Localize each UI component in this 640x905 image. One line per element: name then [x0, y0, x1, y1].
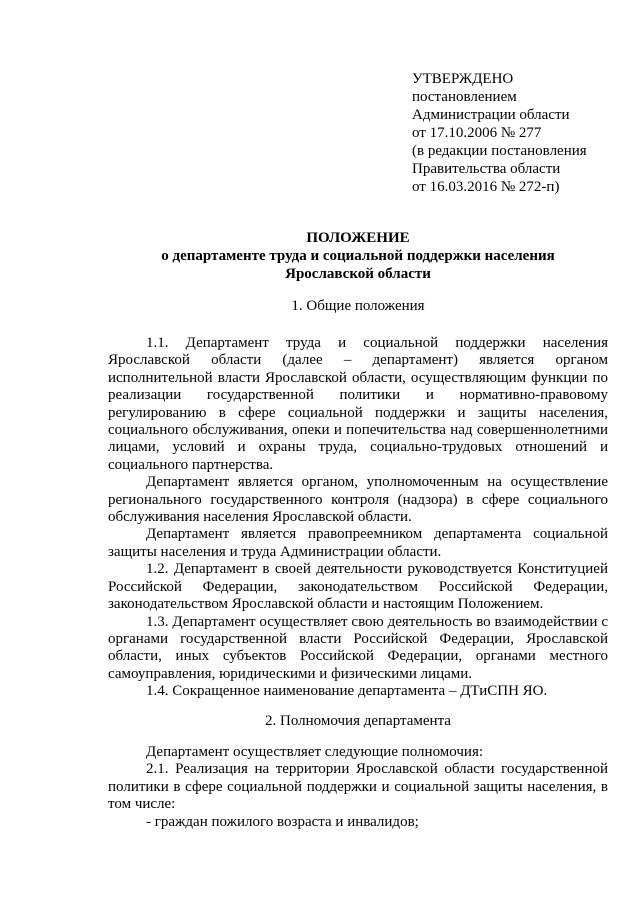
title-region: Ярославской области: [285, 266, 431, 282]
approval-line: (в редакции постановления: [412, 143, 587, 159]
approval-line: постановлением: [412, 89, 517, 105]
section-1-body: [108, 335, 608, 701]
document-title: [108, 229, 608, 283]
approval-line: УТВЕРЖДЕНО: [412, 71, 514, 87]
approval-line: Правительства области: [412, 161, 561, 177]
title-subtitle: о департаменте труда и социальной поддержки населения: [161, 248, 555, 264]
section-2-heading: 2. Полномочия департамента: [265, 713, 451, 729]
paragraph: 2.1. Реализация на территории Ярославской области государственной политики в сфере социальной поддержки и социальной защиты населения, в том числе:: [108, 761, 608, 813]
paragraph: Департамент является правопреемником департамента социальной защиты населения и труда Администрации области.: [108, 526, 608, 560]
approval-line: от 16.03.2016 № 272-п): [412, 179, 560, 195]
paragraph: Департамент осуществляет следующие полномочия:: [146, 744, 484, 760]
section-2-body: [108, 744, 608, 831]
paragraph: - граждан пожилого возраста и инвалидов;: [146, 813, 419, 830]
approval-line: от 17.10.2006 № 277: [412, 125, 542, 141]
section-1-heading: 1. Общие положения: [291, 298, 425, 314]
paragraph: Департамент является органом, уполномоченным на осуществление регионального государственного контроля (надзора) в сфере социального обслуживания населения Ярославской области.: [108, 474, 608, 526]
title-main: ПОЛОЖЕНИЕ: [306, 230, 410, 246]
paragraph: 1.4. Сокращенное наименование департамента – ДТиСПН ЯО.: [146, 683, 548, 700]
paragraph: 1.1. Департамент труда и социальной поддержки населения Ярославской области (далее – департамент) является органом исполнительной власти Ярославской области, осуществляющим функции по реализации государственной политики и нормативно-правовому регулированию в сфере социальной поддержки и защиты населения, социального обслуживания, опеки и попечительства над совершеннолетними лицами, условий и охраны труда, социально-трудовых отношений и социального партнерства.: [108, 335, 608, 473]
paragraph: 1.3. Департамент осуществляет свою деятельность во взаимодействии с органами государственной власти Российской Федерации, Ярославской области, иных субъектов Российской Федерации, органами местного самоуправления, юридическими и физическими лицами.: [108, 613, 608, 682]
paragraph: 1.2. Департамент в своей деятельности руководствуется Конституцией Российской Федерации, законодательством Российской Федерации, законодательством Ярославской области и настоящим Положением.: [108, 561, 608, 613]
approval-line: Администрации области: [412, 107, 570, 123]
approval-stamp: [412, 70, 632, 196]
